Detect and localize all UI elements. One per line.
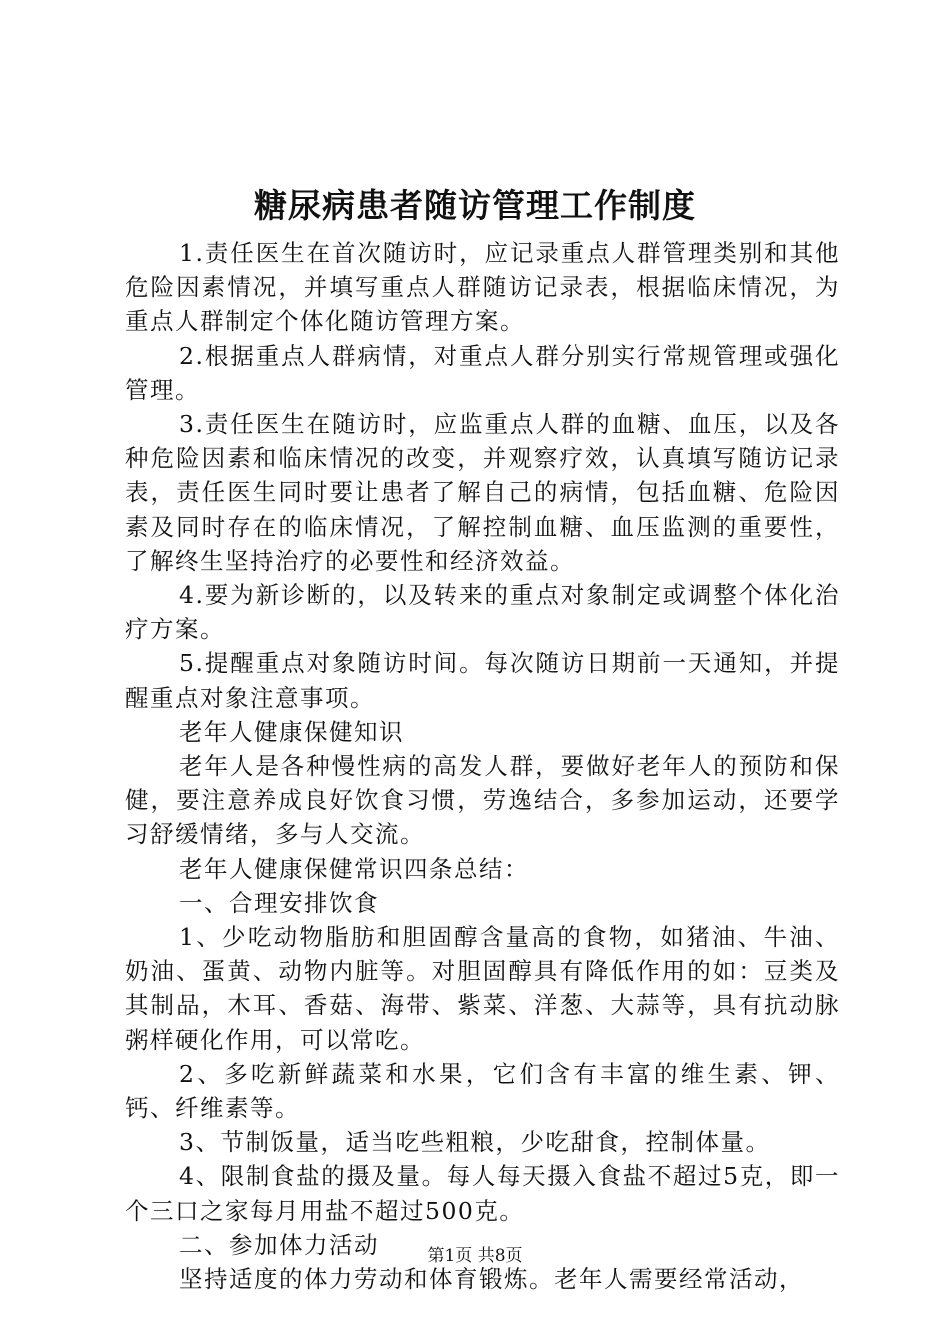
paragraph-diet-2: 2、多吃新鲜蔬菜和水果，它们含有丰富的维生素、钾、钙、纤维素等。: [125, 1059, 840, 1123]
paragraph-elderly-intro: 老年人是各种慢性病的高发人群，要做好老年人的预防和保健，要注意养成良好饮食习惯，劳逸结合，多参加运动，还要学习舒缓情绪，多与人交流。: [125, 752, 840, 849]
paragraph-summary-heading: 老年人健康保健常识四条总结：: [179, 854, 530, 883]
paragraph-3: 3.责任医生在随访时，应监重点人群的血糖、血压，以及各种危险因素和临床情况的改变，并观察疗效，认真填写随访记录表，责任医生同时要让患者了解自己的病情，包括血糖、危险因素及同时存在的临床情况，了解控制血糖、血压监测的重要性，了解终生坚持治疗的必要性和经济效益。: [125, 410, 840, 575]
paragraph-diet-1: 1、少吃动物脂肪和胆固醇含量高的食物，如猪油、牛油、奶油、蛋黄、动物内脏等。对胆固醇具有降低作用的如：豆类及其制品，木耳、香菇、海带、紫菜、洋葱、大蒜等，具有抗动脉粥样硬化作用，可以常吃。: [125, 923, 840, 1054]
paragraph-activity-1: 坚持适度的体力劳动和体育锻炼。老年人需要经常活动，: [179, 1265, 805, 1294]
document-title: 糖尿病患者随访管理工作制度: [254, 186, 696, 225]
page-footer: 第1页 共8页: [427, 1246, 523, 1266]
paragraph-2: 2.根据重点人群病情，对重点人群分别实行常规管理或强化管理。: [125, 341, 840, 404]
paragraph-1: 1.责任医生在首次随访时，应记录重点人群管理类别和其他危险因素情况，并填写重点人群随访记录表，根据临床情况，为重点人群制定个体化随访管理方案。: [125, 239, 840, 336]
paragraph-diet-3: 3、节制饭量，适当吃些粗粮，少吃甜食，控制体量。: [179, 1128, 771, 1157]
paragraph-4: 4.要为新诊断的，以及转来的重点对象制定或调整个体化治疗方案。: [125, 581, 840, 644]
section-heading-elderly-health: 老年人健康保健知识: [179, 717, 405, 746]
paragraph-diet-4: 4、限制食盐的摄及量。每人每天摄入食盐不超过5克，即一个三口之家每月用盐不超过500克。: [125, 1162, 840, 1225]
paragraph-5: 5.提醒重点对象随访时间。每次随访日期前一天通知，并提醒重点对象注意事项。: [125, 649, 840, 712]
document-body: [125, 236, 840, 1296]
section-heading-activity: 二、参加体力活动: [179, 1230, 380, 1259]
section-heading-diet: 一、合理安排饮食: [179, 888, 380, 917]
